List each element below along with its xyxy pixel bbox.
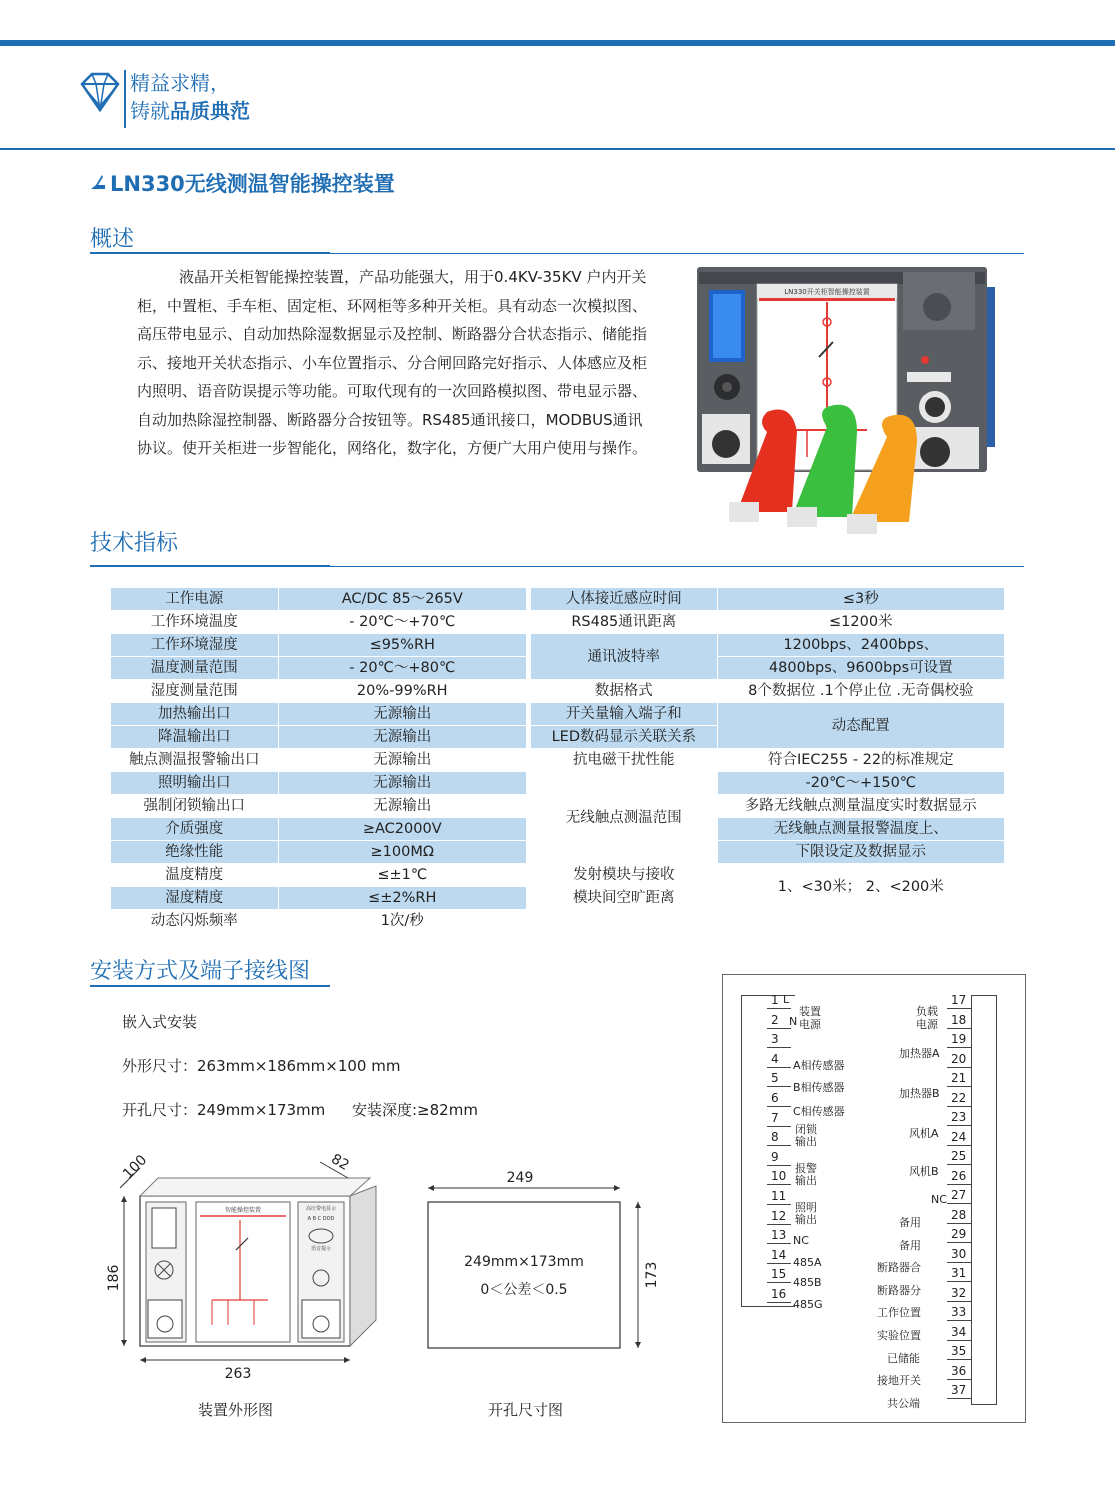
spec-key: 数据格式 [531,680,718,703]
spec-key: 加热输出口 [111,703,279,726]
overview-heading: 概述 [90,227,135,252]
header-rule [0,148,1115,150]
spec-key: 降温输出口 [111,726,279,749]
terminal-underline [947,1320,971,1321]
outline-dim-h: 186 [106,1264,122,1292]
spec-key: 照明输出口 [111,772,279,795]
terminal-28: 28 [951,1207,967,1222]
spec-value: - 20℃～+80℃ [278,657,527,680]
nc-label-right: NC [931,1193,947,1206]
spec-value: ≤±2%RH [278,887,527,910]
terminal-underline [767,1184,791,1185]
terminal-underline [767,1224,791,1225]
terminal-13: 13 [771,1228,787,1243]
terminal-6: 6 [771,1091,779,1105]
spec-value: 8个数据位 .1个停止位 .无奇偶校验 [717,680,1004,703]
terminal-12: 12 [771,1208,787,1223]
terminal-21: 21 [951,1071,967,1085]
spec-value: - 20℃～+70℃ [278,611,527,634]
spec-value: 无源输出 [278,772,527,795]
outline-dim-w: 263 [224,1366,252,1382]
terminal-underline [767,1145,791,1146]
install-rule [90,986,330,987]
r485a-label: 485A [793,1256,822,1269]
table-row [111,703,527,726]
terminal-14: 14 [771,1247,787,1262]
specs-rule [90,566,1024,567]
load-label-b: 电源 [916,1018,938,1031]
install-mode: 嵌入式安装 [122,1013,198,1031]
spec-key: 温度精度 [111,864,279,887]
work-pos-label: 工作位置 [877,1306,921,1319]
table-row [531,611,1005,634]
spec-key: 工作环境温度 [111,611,279,634]
terminal-26: 26 [951,1168,967,1183]
test-pos-label: 实验位置 [877,1329,921,1342]
terminal-15: 15 [771,1267,787,1282]
spec-value: 无源输出 [278,795,527,818]
terminal-underline [947,1164,971,1165]
terminal-underline [947,1242,971,1243]
terminal-17: 17 [951,993,967,1007]
common-label: 共公端 [887,1397,920,1410]
terminal-underline [767,1302,791,1303]
term-label-L: L [783,993,790,1006]
device-image [697,262,997,552]
terminal-37: 37 [951,1383,967,1397]
terminal-underline [947,1340,971,1341]
spec-key: 绝缘性能 [111,841,279,864]
table-row [531,588,1005,611]
cutout-tolerance: 0＜公差＜0.5 [480,1282,568,1298]
terminal-9: 9 [771,1149,779,1164]
spec-value: ≥100MΩ [278,841,527,864]
spec-key: LED数码显示关联关系 [531,726,718,749]
terminal-16: 16 [771,1287,787,1301]
table-row [111,749,527,772]
light-label-b: 输出 [795,1213,817,1226]
spec-key: 强制闭锁输出口 [111,795,279,818]
lock-label-b: 输出 [795,1135,817,1148]
terminal-underline [947,1067,971,1068]
spec-key: 湿度精度 [111,887,279,910]
spec-value: 20%-99%RH [278,680,527,703]
spare2-label: 备用 [899,1239,921,1252]
terminal-underline [947,1359,971,1360]
outline-caption: 装置外形图 [198,1401,274,1419]
terminal-20: 20 [951,1051,967,1066]
term-label-N: N [789,1015,798,1028]
terminal-underline [767,1204,791,1205]
spec-key: 模块间空旷距离 [531,887,718,910]
spec-value: -20℃～+150℃ [717,772,1004,795]
earth-label: 接地开关 [877,1374,921,1387]
nc-label-left: NC [793,1234,809,1247]
table-row [531,680,1005,703]
stored-label: 已储能 [887,1352,920,1365]
install-depth: 安装深度:≥82mm [352,1101,478,1119]
device-panel-title: LN330开关柜智能操控装置 [784,288,870,296]
terminal-33: 33 [951,1305,967,1319]
terminal-24: 24 [951,1129,967,1144]
table-row [531,864,1005,887]
spec-key: 通讯波特率 [531,634,718,680]
heater-a-label: 加热器A [899,1047,940,1060]
spec-key: 无线触点测温范围 [531,772,718,864]
spec-value: ≤±1℃ [278,864,527,887]
spec-value: 无源输出 [278,749,527,772]
spec-value: 无源输出 [278,726,527,749]
terminal-underline [947,1379,971,1380]
sensor-a-label: A相传感器 [793,1059,845,1072]
cutout-drawing [420,1160,670,1360]
terminal-22: 22 [951,1090,967,1105]
spec-key: 动态闪烁频率 [111,910,279,933]
light-label-a: 照明 [795,1201,817,1214]
table-row [111,634,527,657]
terminal-underline [767,1086,791,1087]
table-row [111,772,527,795]
flag-icon [90,174,106,190]
terminal-8: 8 [771,1130,779,1145]
breaker-off-label: 断路器分 [877,1284,921,1297]
terminal-23: 23 [951,1110,967,1124]
slogan-line1: 精益求精， [130,71,230,95]
terminal-underline [947,1301,971,1302]
overview-rule [90,253,1024,254]
spec-table-right [530,587,1005,910]
slogan-line2 [130,98,250,124]
spec-key: 发射模块与接收 [531,864,718,887]
spec-key: 介质强度 [111,818,279,841]
power-label-a: 装置 [799,1005,821,1018]
install-heading: 安装方式及端子接线图 [90,959,311,984]
load-label-a: 负载 [916,1005,938,1018]
spec-key: 工作环境湿度 [111,634,279,657]
spec-key: RS485通讯距离 [531,611,718,634]
terminal-underline [947,1281,971,1282]
spec-key: 开关量输入端子和 [531,703,718,726]
terminal-underline [947,1145,971,1146]
terminal-25: 25 [951,1149,967,1163]
slogan-line2-a: 铸就 [130,99,170,123]
terminal-underline [947,1203,971,1204]
terminal-5: 5 [771,1071,779,1086]
spec-value: 4800bps、9600bps可设置 [717,657,1004,680]
terminal-31: 31 [951,1266,967,1280]
spec-value: 动态配置 [717,703,1004,749]
terminal-underline [947,1262,971,1263]
terminal-underline [947,1008,971,1009]
table-row [531,634,1005,657]
terminal-underline [947,1028,971,1029]
heater-b-label: 加热器B [899,1087,940,1100]
wiring-diagram [722,974,1026,1423]
spec-key: 湿度测量范围 [111,680,279,703]
terminal-3: 3 [771,1032,779,1047]
spec-key: 温度测量范围 [111,657,279,680]
logo-divider [124,70,126,128]
outline-size: 外形尺寸：263mm×186mm×100 mm [122,1057,401,1075]
terminal-underline [767,1028,791,1029]
terminal-1: 1 [771,993,779,1007]
cutout-dim-w: 249 [506,1170,534,1186]
spec-value: ≤95%RH [278,634,527,657]
terminal-32: 32 [951,1285,967,1300]
r485g-label: 485G [793,1298,823,1311]
table-row [531,749,1005,772]
terminal-underline [767,1263,791,1264]
terminal-underline [767,1047,791,1048]
table-row [111,726,527,749]
terminal-underline [767,1106,791,1107]
table-row [111,680,527,703]
table-row [111,910,527,933]
table-row [111,864,527,887]
spec-value: 1、<30米； 2、<200米 [717,864,1004,910]
table-row [111,657,527,680]
terminal-36: 36 [951,1363,967,1378]
outline-panel-title: 智能操控装置 [224,1207,262,1214]
spec-value: ≥AC2000V [278,818,527,841]
cutout-size-label: 249mm×173mm [464,1254,584,1270]
cutout-dim-h: 173 [644,1261,660,1289]
lock-label-a: 闭锁 [795,1123,817,1136]
spec-key: 抗电磁干扰性能 [531,749,718,772]
table-row [111,611,527,634]
table-row [111,841,527,864]
terminal-underline [947,1125,971,1126]
spec-key: 人体接近感应时间 [531,588,718,611]
terminal-underline [947,1086,971,1087]
terminal-underline [767,1126,791,1127]
table-row [531,703,1005,726]
alarm-label-a: 报警 [795,1162,817,1175]
alarm-label-b: 输出 [795,1174,817,1187]
product-title: LN330无线测温智能操控装置 [110,172,395,196]
terminal-34: 34 [951,1324,967,1339]
table-row [111,795,527,818]
cutout-size: 开孔尺寸：249mm×173mm [122,1101,326,1119]
sensor-b-label: B相传感器 [793,1081,845,1094]
terminal-11: 11 [771,1189,787,1203]
spare1-label: 备用 [899,1216,921,1229]
terminal-30: 30 [951,1246,967,1261]
outline-hv-title: 高压带电显示 [305,1206,337,1212]
spec-value: AC/DC 85～265V [278,588,527,611]
terminal-19: 19 [951,1032,967,1046]
outline-voice: 语音提示 [310,1246,332,1252]
terminal-underline [767,1282,791,1283]
spec-value: 多路无线触点测量温度实时数据显示 [717,795,1004,818]
slogan-line2-b: 品质典范 [170,99,250,123]
terminal-18: 18 [951,1012,967,1027]
terminal-10: 10 [771,1169,787,1184]
terminal-underline [947,1398,971,1399]
spec-value: ≤1200米 [717,611,1004,634]
spec-value: 1次/秒 [278,910,527,933]
outline-dim-d2: 82 [328,1151,352,1174]
table-row [531,772,1005,795]
power-label-b: 电源 [799,1018,821,1031]
spec-key: 工作电源 [111,588,279,611]
terminal-2: 2 [771,1012,779,1027]
terminal-27: 27 [951,1188,967,1202]
terminal-underline [767,1243,791,1244]
terminal-underline [767,1008,791,1009]
fan-b-label: 风机B [909,1165,939,1178]
terminal-35: 35 [951,1344,967,1358]
cutout-caption: 开孔尺寸图 [488,1401,564,1419]
overview-text: 液晶开关柜智能操控装置，产品功能强大，用于0.4KV-35KV 户内开关柜，中置柜、手车柜、固定柜、环网柜等多种开关柜。具有动态一次模拟图、高压带电显示、自动加热除湿数据显示及控制、断路器分合状态指示、储能指示、接地开关状态指示、小车位置指示、分合闸回路完好指示、人体感应及柜内照明、语音防误提示等功能。可取代现有的一次回路模拟图、带电显示器、自动加热除湿控制器、断路器分合按钮等。RS485通讯接口，MODBUS通讯协议。使开关柜进一步智能化，网络化，数字化，方便广大用户使用与操作。 [137,268,648,457]
terminal-underline [947,1106,971,1107]
terminal-underline [947,1184,971,1185]
spec-key: 触点测温报警输出口 [111,749,279,772]
terminal-underline [947,1223,971,1224]
spec-value: ≤3秒 [717,588,1004,611]
terminal-underline [767,1165,791,1166]
breaker-on-label: 断路器合 [877,1261,921,1274]
terminal-29: 29 [951,1227,967,1241]
spec-value: 1200bps、2400bps、 [717,634,1004,657]
specs-heading: 技术指标 [90,531,179,556]
fan-a-label: 风机A [909,1127,939,1140]
diamond-logo-icon [78,70,122,130]
outline-drawing [108,1150,408,1390]
r485b-label: 485B [793,1276,822,1289]
outline-abc: A B C DOD [307,1216,335,1222]
sensor-c-label: C相传感器 [793,1105,845,1118]
spec-value: 下限设定及数据显示 [717,841,1004,864]
outline-dim-d1: 100 [120,1152,151,1183]
terminal-7: 7 [771,1110,779,1125]
table-row [111,887,527,910]
top-bar [0,40,1115,46]
table-row [111,818,527,841]
spec-value: 无线触点测量报警温度上、 [717,818,1004,841]
spec-value: 无源输出 [278,703,527,726]
terminal-underline [947,1047,971,1048]
spec-table-left [110,587,527,933]
terminal-underline [767,1067,791,1068]
table-row [111,588,527,611]
spec-value: 符合IEC255 - 22的标准规定 [717,749,1004,772]
terminal-4: 4 [771,1051,779,1066]
